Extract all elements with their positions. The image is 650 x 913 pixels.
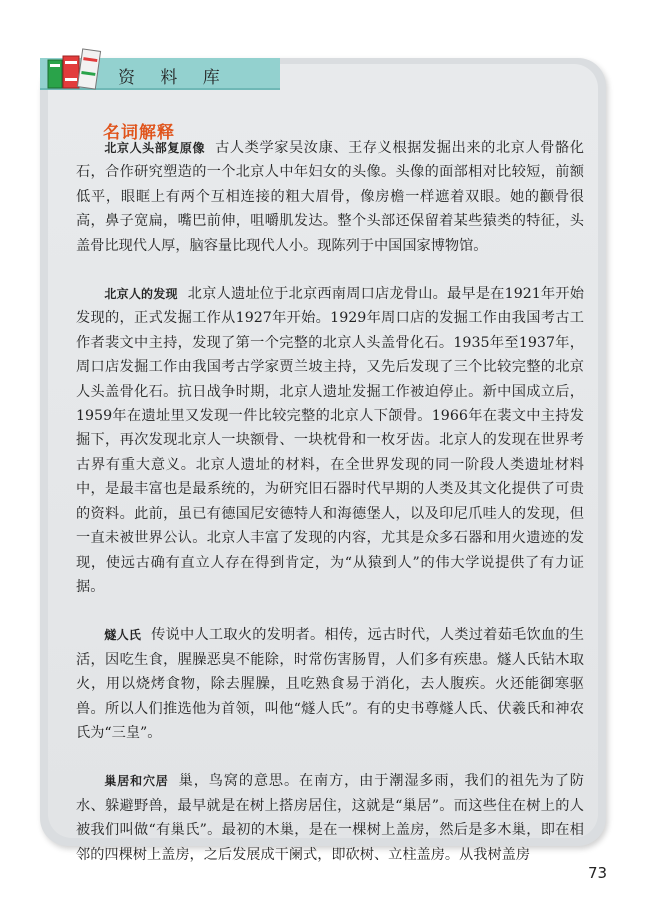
- glossary-entry: [76, 769, 584, 867]
- section-header-label: 资 料 库: [118, 68, 230, 88]
- entry-text: 传说中人工取火的发明者。相传，远古时代，人类过着茹毛饮血的生活，因吃生食，腥臊恶臭不能除，时常伤害肠胃，人们多有疾患。燧人氏钻木取火，用以烧烤食物，除去腥臊，且吃熟食易于消化，去人腹疾。火还能御寒驱兽。所以人们推选他为首领，叫他“燧人氏”。有的史书尊燧人氏、伏羲氏和神农氏为“三皇”。: [76, 627, 584, 741]
- glossary-entry: [76, 282, 584, 599]
- entry-term: 燧人氏: [104, 628, 142, 643]
- section-title: 名词解释: [103, 123, 175, 143]
- entry-term: 巢居和穴居: [104, 774, 169, 789]
- glossary-content: [76, 136, 584, 867]
- entry-term: 北京人头部复原像: [104, 141, 206, 155]
- books-icon: [44, 46, 106, 90]
- glossary-entry: [76, 136, 584, 258]
- entry-term: 北京人的发现: [104, 287, 178, 302]
- entry-text: 古人类学家吴汝康、王存义根据发掘出来的北京人骨骼化石，合作研究塑造的一个北京人中年妇女的头像。头像的面部相对比较短，前额低平，眼眶上有两个互相连接的粗大眉骨，像房檐一样遮着双眼。她的颧骨很高，鼻子宽扁，嘴巴前伸，咀嚼肌发达。整个头部还保留着某些猿类的特征，头盖骨比现代人厚，脑容量比现代人小。现陈列于中国国家博物馆。: [76, 140, 584, 254]
- entry-text: 北京人遗址位于北京西南周口店龙骨山。最早是在1921年开始发现的，正式发掘工作从1927年开始。1929年周口店的发掘工作由我国考古工作者裴文中主持，发现了第一个完整的北京人头盖骨化石。1935年至1937年，周口店发掘工作由我国考古学家贾兰坡主持，又先后发现了三个比较完整的北京人头盖骨化石。抗日战争时期，北京人遗址发掘工作被迫停止。新中国成立后，1959年在遗址里又发现一件比较完整的北京人下颌骨。1966年在裴文中主持发掘下，再次发现北京人一块额骨、一块枕骨和一枚牙齿。北京人的发现在世界考古界有重大意义。北京人遗址的材料，在全世界发现的同一阶段人类遗址材料中，是最丰富也是最系统的，为研究旧石器时代早期的人类及其文化提供了可贵的资料。此前，虽已有德国尼安德特人和海德堡人，以及印尼爪哇人的发现，但一直未被世界公认。北京人丰富了发现的内容，尤其是众多石器和用火遗迹的发现，使远古确有直立人存在得到肯定，为“从猿到人”的伟大学说提供了有力证据。: [76, 286, 584, 595]
- page-number: 73: [588, 864, 608, 882]
- entry-text: 巢，鸟窝的意思。在南方，由于潮湿多雨，我们的祖先为了防水、躲避野兽，最早就是在树上搭房居住，这就是“巢居”。而这些住在树上的人被我们叫做“有巢氏”。最初的木巢，是在一棵树上盖房，然后是多木巢，即在相邻的四棵树上盖房，之后发展成干阑式，即砍树、立柱盖房。从我树盖房: [76, 773, 584, 863]
- glossary-entry: [76, 623, 584, 745]
